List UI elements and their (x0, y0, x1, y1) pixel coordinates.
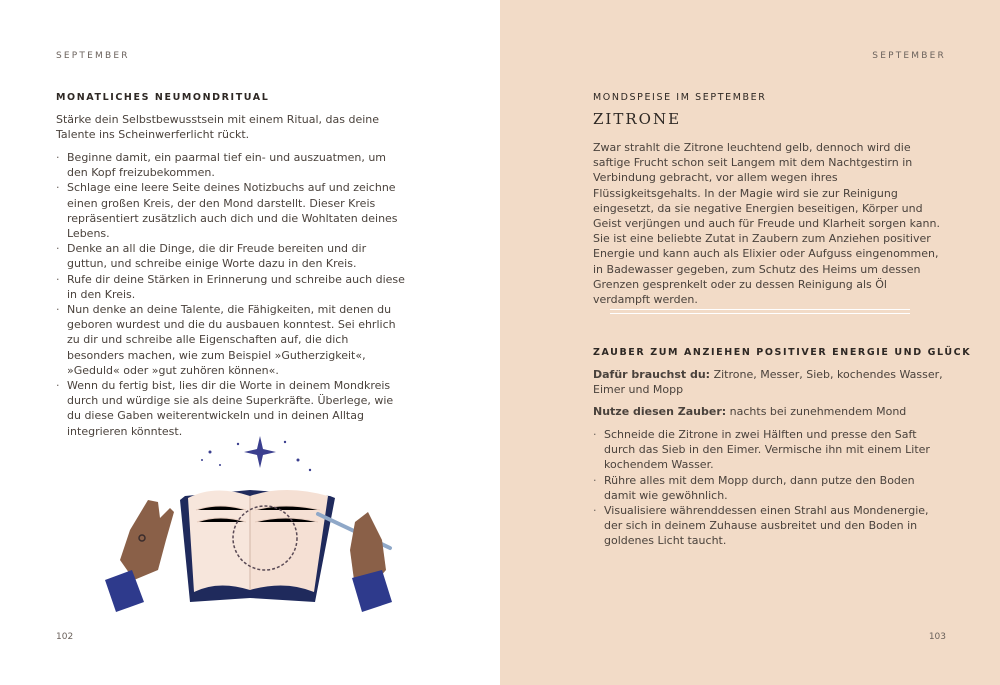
spell-step: · Rühre alles mit dem Mopp durch, dann putze den Boden damit wie gewöhnlich. (593, 473, 945, 503)
ritual-steps (56, 150, 406, 439)
open-book-with-hands-icon (100, 430, 400, 615)
ritual-step: · Wenn du fertig bist, lies dir die Worte in deinem Mondkreis durch und würdige sie als deine Superkräfte. Überlege, wie du diese Gaben weiterentwickeln und in deinen Alltag integrieren könntest. (56, 378, 406, 439)
spell-use-value: nachts bei zunehmendem Mond (726, 405, 907, 418)
spell-needs-value: Zitrone, Messer, Sieb, kochendes Wasser, Eimer und Mopp (593, 368, 943, 397)
spell-use-label: Nutze diesen Zauber: (593, 405, 727, 418)
divider-bottom (610, 313, 910, 314)
ritual-step: · Beginne damit, ein paarmal tief ein- und auszuatmen, um den Kopf freizubekommen. (56, 150, 406, 180)
spell-step: · Visualisiere währenddessen einen Strahl aus Mondenergie, der sich in deinem Zuhause ausbreitet und den Boden in goldenes Licht taucht. (593, 503, 945, 549)
moonfood-title: ZITRONE (593, 110, 682, 128)
star-icon (244, 436, 276, 468)
page-number-right: 103 (928, 632, 946, 642)
ritual-intro: Stärke dein Selbstbewusstsein mit einem Ritual, das deine Talente ins Scheinwerferlicht rückt. (56, 113, 380, 142)
sparkle-dots (201, 441, 311, 471)
spell-needs (593, 367, 945, 397)
spell-steps (593, 427, 945, 549)
spell-title: ZAUBER ZUM ANZIEHEN POSITIVER ENERGIE UND GLÜCK (593, 347, 972, 358)
running-head-left: SEPTEMBER (56, 51, 130, 61)
ritual-step: · Denke an all die Dinge, die dir Freude bereiten und dir guttun, und schreibe einige Worte dazu in den Kreis. (56, 241, 406, 271)
page-number-left: 102 (56, 632, 74, 642)
spell-use (593, 404, 945, 419)
ritual-step: · Schlage eine leere Seite deines Notizbuchs auf und zeichne einen großen Kreis, der den Mond darstellt. Dieser Kreis repräsentiert zusätzlich auch dich und die Wohltaten deines Lebens. (56, 180, 406, 241)
moonfood-kicker: MONDSPEISE IM SEPTEMBER (593, 92, 767, 103)
moonfood-description: Zwar strahlt die Zitrone leuchtend gelb, dennoch wird die saftige Frucht schon seit Langem mit dem Nachtgestirn in Verbindung gebracht, vor allem wegen ihres Flüssigkeitsgehalts. In der Magie wird sie zur Reinigung eingesetzt, da sie negative Energien beseitigen, Körper und Geist verjüngen und auch für Freude und Klarheit sorgen kann. Sie ist eine beliebte Zutat in Zaubern zum Anziehen positiver Energie und kann auch als Elixier oder Aufguss eingenommen, in Badewasser gegeben, zum Schutz des Heims um dessen Grenzen gesprenkelt oder zu dessen Reinigung als Öl verdampft werden. (593, 141, 940, 307)
spell-needs-label: Dafür brauchst du: (593, 368, 711, 381)
spell-step: · Schneide die Zitrone in zwei Hälften und presse den Saft durch das Sieb in den Eimer. Vermische ihn mit einem Liter kochendem Wasser. (593, 427, 945, 473)
ritual-step: · Nun denke an deine Talente, die Fähigkeiten, mit denen du geboren wurdest und die du ausbauen konntest. Sei ehrlich zu dir und schreibe alle Eigenschaften auf, die dich besonders machen, wie zum Beispiel »Gutherzigkeit«, »Geduld« oder »gut zuhören können«. (56, 302, 406, 378)
running-head-right: SEPTEMBER (872, 51, 946, 61)
divider-top (610, 309, 910, 310)
ritual-step: · Rufe dir deine Stärken in Erinnerung und schreibe auch diese in den Kreis. (56, 272, 406, 302)
ritual-title: MONATLICHES NEUMONDRITUAL (56, 92, 270, 103)
right-page (500, 0, 1000, 685)
